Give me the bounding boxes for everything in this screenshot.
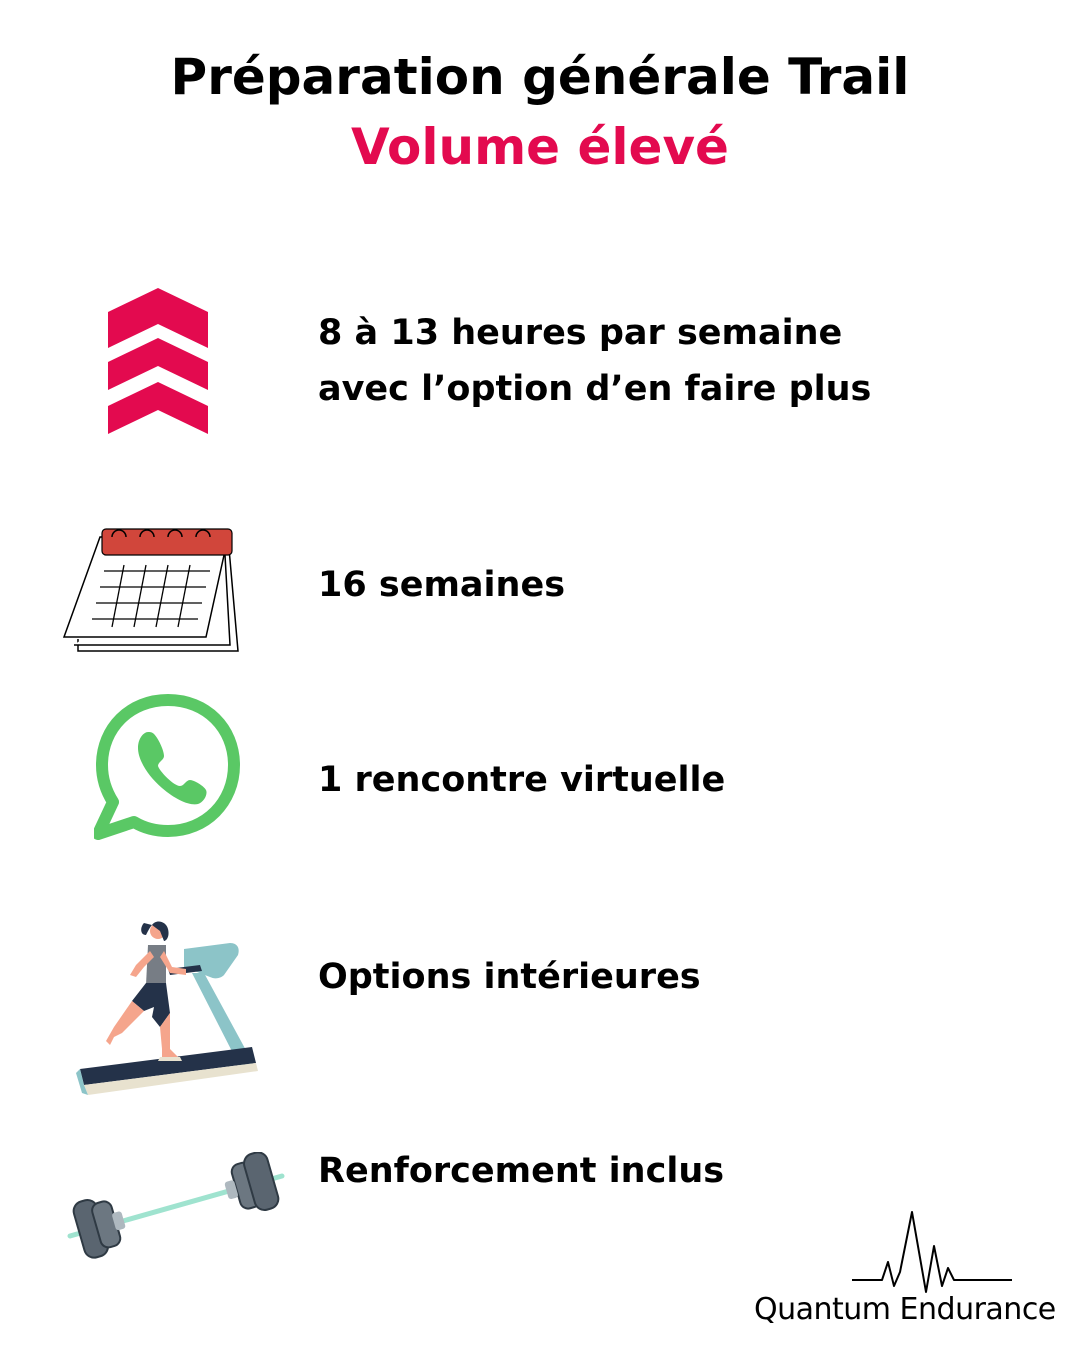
heartbeat-icon: [748, 1206, 1068, 1296]
page-subtitle: Volume élevé: [351, 118, 729, 176]
feature-volume-line-2: avec l’option d’en faire plus: [318, 369, 872, 409]
brand-name: Quantum Endurance: [754, 1292, 1056, 1327]
whatsapp-icon: [94, 694, 242, 840]
feature-strength-line-1: Renforcement inclus: [318, 1151, 725, 1191]
feature-meeting-line-1: 1 rencontre virtuelle: [318, 760, 726, 800]
chevron-up-icon: [104, 284, 212, 436]
feature-indoor-line-1: Options intérieures: [318, 957, 701, 997]
brand-logo: [748, 1206, 1068, 1336]
feature-meeting-text: [318, 752, 725, 808]
feature-volume-line-1: 8 à 13 heures par semaine: [318, 313, 843, 353]
barbell-icon: [64, 1152, 288, 1262]
page-title: Préparation générale Trail: [170, 48, 910, 106]
feature-strength-text: [318, 1143, 724, 1199]
feature-duration: [0, 515, 1080, 660]
feature-duration-line-1: 16 semaines: [318, 565, 566, 605]
feature-indoor: [0, 915, 1080, 1100]
feature-indoor-text: [318, 949, 701, 1005]
feature-duration-text: [318, 557, 565, 613]
calendar-icon: [60, 519, 242, 659]
feature-meeting: [0, 690, 1080, 840]
feature-volume-text: [318, 305, 871, 417]
feature-volume: [0, 280, 1080, 450]
treadmill-runner-icon: [74, 917, 264, 1099]
